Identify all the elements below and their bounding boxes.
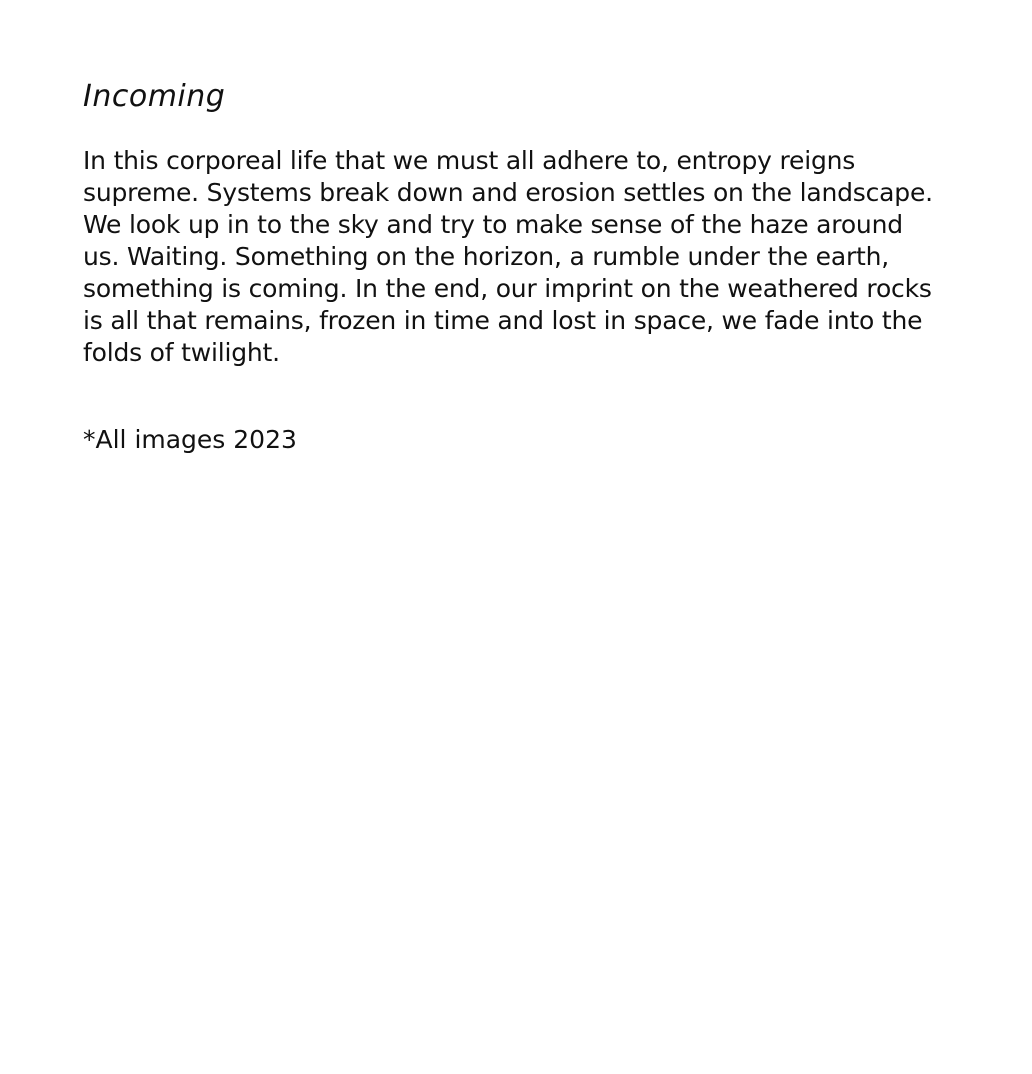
paragraph-line: something is coming. In the end, our imprint on the weathered rocks [83, 274, 932, 303]
paragraph-line: us. Waiting. Something on the horizon, a rumble under the earth, [83, 242, 890, 271]
paragraph-line: folds of twilight. [83, 338, 280, 367]
paragraph-line: is all that remains, frozen in time and lost in space, we fade into the [83, 306, 923, 335]
paragraph-line: supreme. Systems break down and erosion settles on the landscape. [83, 178, 933, 207]
document-title: Incoming [83, 79, 226, 114]
body-paragraph [83, 145, 963, 369]
paragraph-line: We look up in to the sky and try to make sense of the haze around [83, 210, 903, 239]
images-year-note: *All images 2023 [83, 425, 297, 454]
paragraph-line: In this corporeal life that we must all adhere to, entropy reigns [83, 146, 856, 175]
